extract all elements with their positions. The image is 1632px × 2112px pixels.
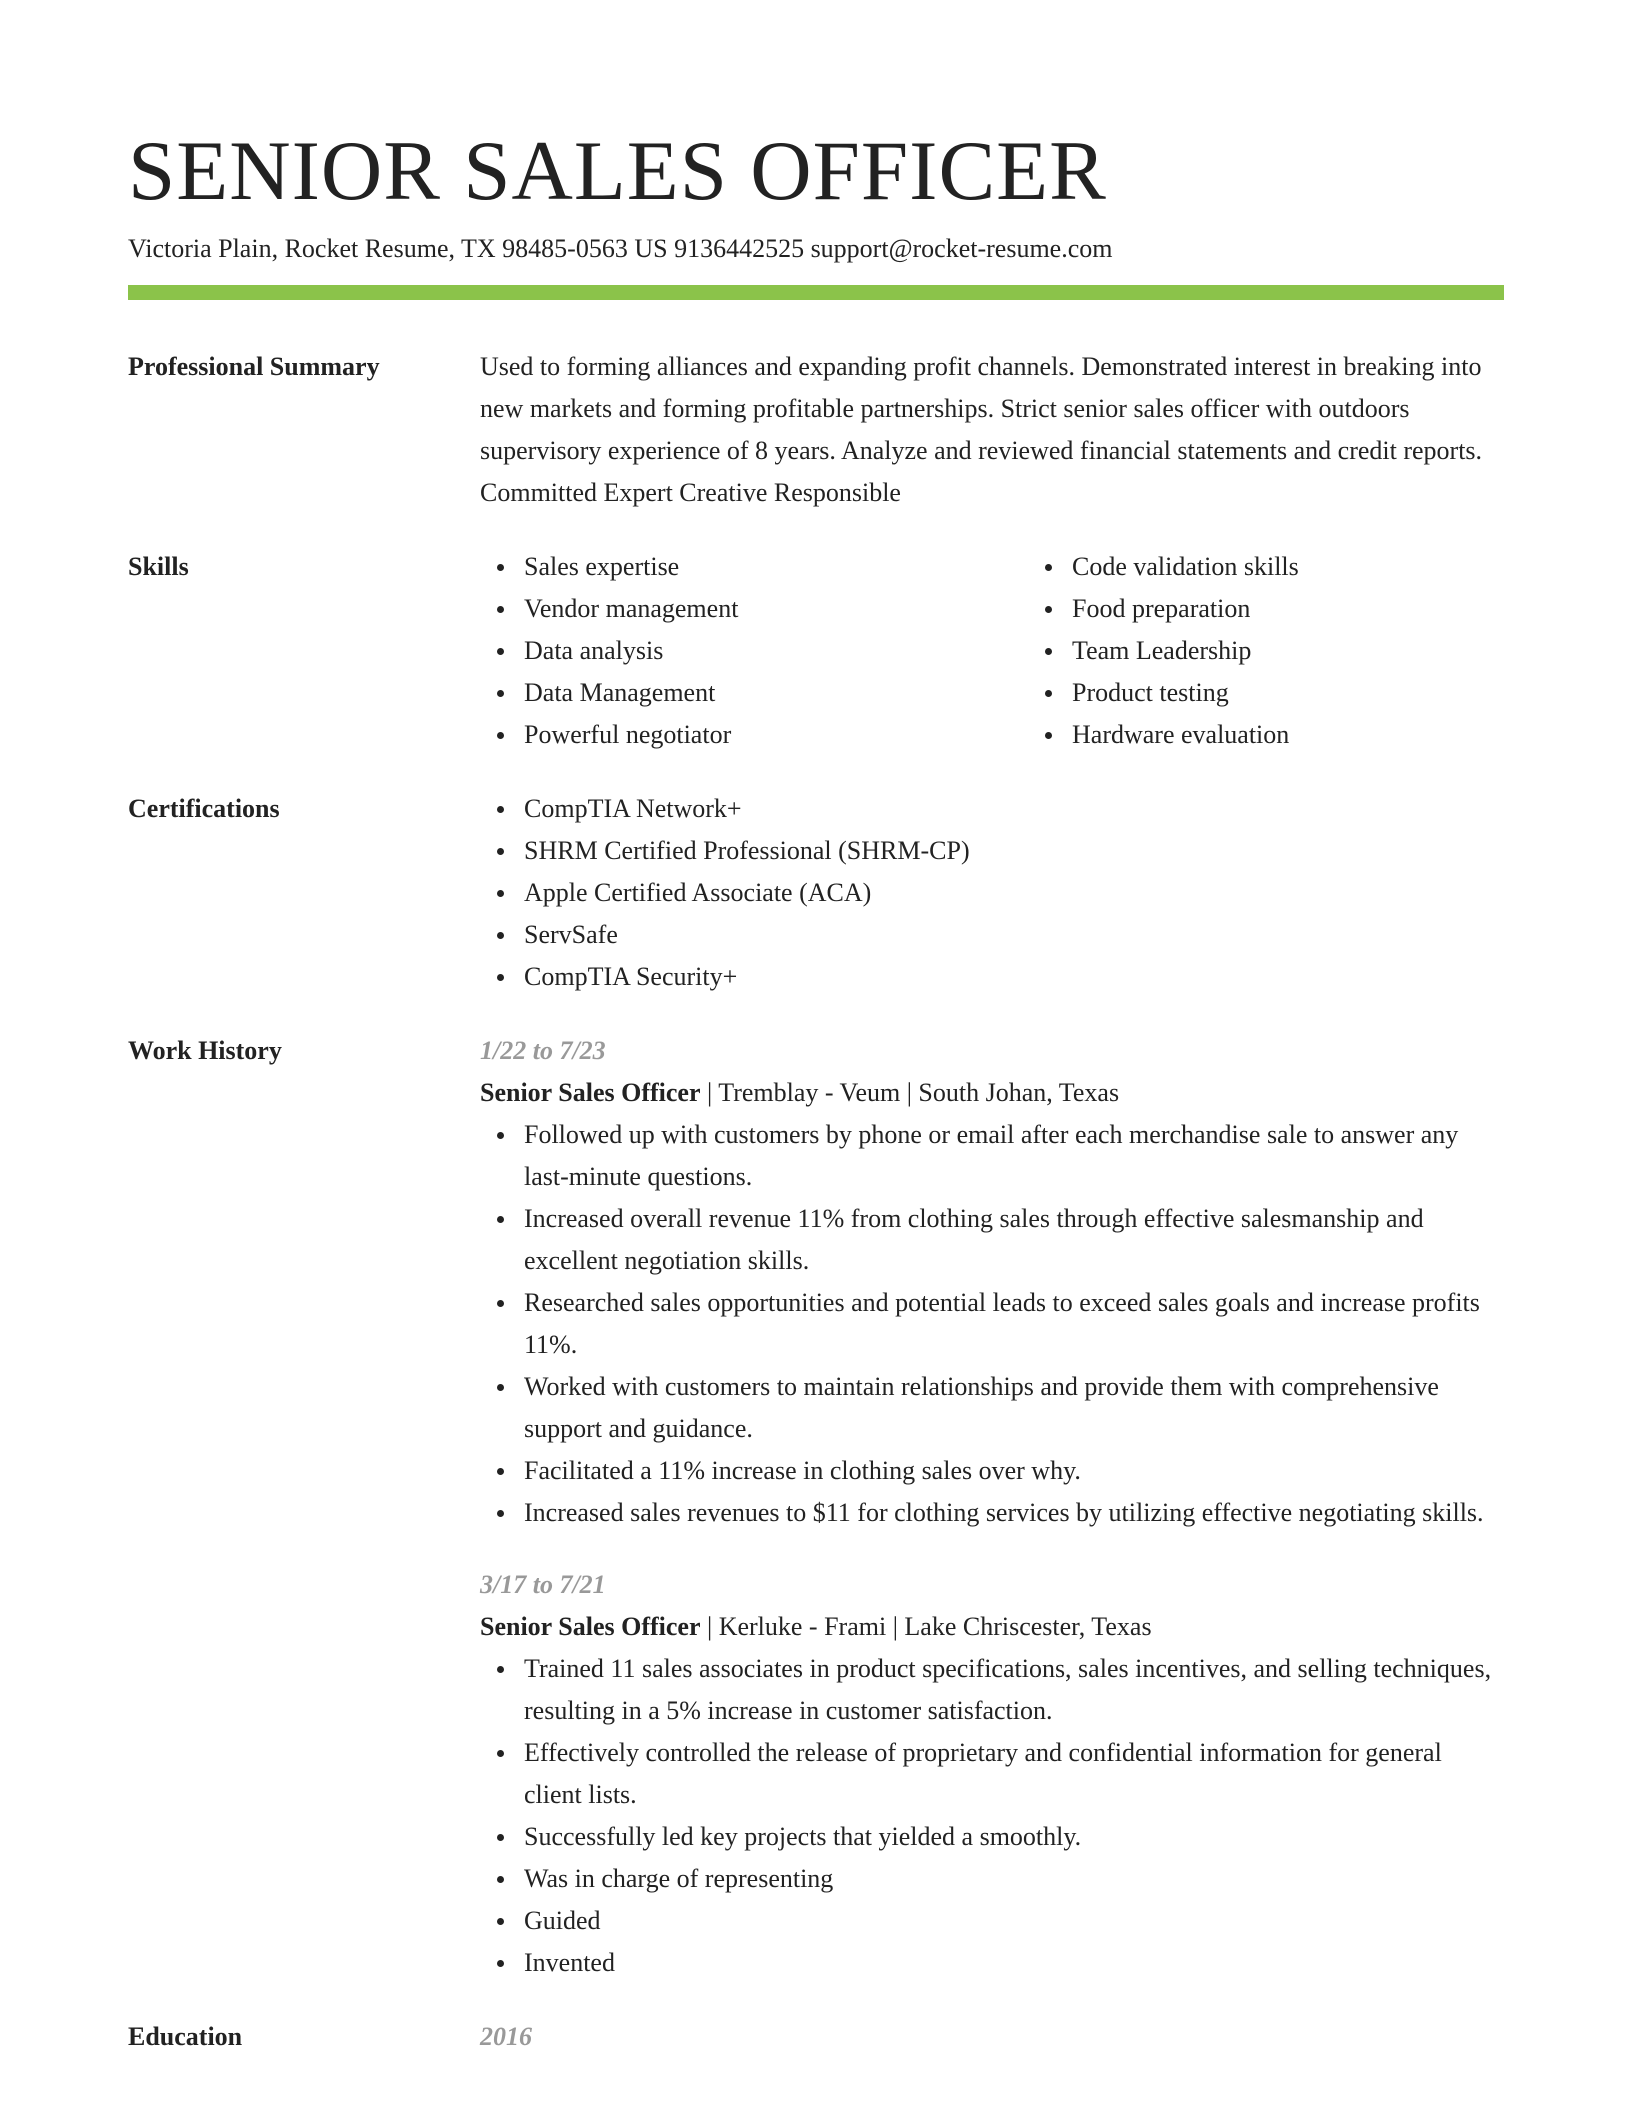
skill-item: Data Management [524,672,1028,714]
job-bullet: Researched sales opportunities and potential leads to exceed sales goals and increase profits 11%. [524,1282,1504,1366]
job-dates: 3/17 to 7/21 [480,1570,606,1599]
certification-item: Apple Certified Associate (ACA) [524,872,1504,914]
job-bullet: Trained 11 sales associates in product specifications, sales incentives, and selling techniques, resulting in a 5% increase in customer satisfaction. [524,1648,1504,1732]
education-section [128,2016,1504,2058]
job-title: Senior Sales Officer [480,1612,701,1641]
job-bullet: Invented [524,1942,1504,1984]
skill-item: Team Leadership [1072,630,1576,672]
certification-item: CompTIA Network+ [524,788,1504,830]
certification-item: SHRM Certified Professional (SHRM-CP) [524,830,1504,872]
accent-divider [128,285,1504,300]
job-bullet: Successfully led key projects that yielded a smoothly. [524,1816,1504,1858]
summary-heading: Professional Summary [128,352,380,381]
skill-item: Vendor management [524,588,1028,630]
certifications-list [480,788,1504,998]
resume-page [128,0,1504,2058]
skills-section [128,546,1504,756]
summary-text: Used to forming alliances and expanding profit channels. Demonstrated interest in breaking into new markets and forming profitable partnerships. Strict senior sales officer with outdoors supervisory experience of 8 years. Analyze and reviewed financial statements and credit reports. Committed Expert Creative Responsible [480,352,1483,507]
skill-item: Code validation skills [1072,546,1576,588]
certification-item: CompTIA Security+ [524,956,1504,998]
certifications-heading: Certifications [128,794,280,823]
certifications-section [128,788,1504,998]
skill-item: Data analysis [524,630,1028,672]
contact-line: Victoria Plain, Rocket Resume, TX 98485-0563 US 9136442525 support@rocket-resume.com [128,234,1113,263]
skill-item: Food preparation [1072,588,1576,630]
skill-item: Powerful negotiator [524,714,1028,756]
job-entry [480,1030,1504,1534]
skills-heading: Skills [128,552,189,581]
job-bullet: Increased overall revenue 11% from clothing sales through effective salesmanship and excellent negotiation skills. [524,1198,1504,1282]
summary-section [128,346,1504,514]
job-entry [480,1564,1504,1984]
job-heading-line [480,1606,1504,1648]
job-bullet: Followed up with customers by phone or email after each merchandise sale to answer any last-minute questions. [524,1114,1504,1198]
job-bullet: Guided [524,1900,1504,1942]
work-history-heading: Work History [128,1036,282,1065]
certification-item: ServSafe [524,914,1504,956]
skill-item: Product testing [1072,672,1576,714]
job-details: | Tremblay - Veum | South Johan, Texas [700,1078,1120,1107]
skill-item: Hardware evaluation [1072,714,1576,756]
resume-name-title: SENIOR SALES OFFICER [128,124,1107,218]
job-heading-line [480,1072,1504,1114]
job-details: | Kerluke - Frami | Lake Chriscester, Texas [700,1612,1152,1641]
work-history-section [128,1030,1504,1984]
job-bullet: Was in charge of representing [524,1858,1504,1900]
job-bullet: Increased sales revenues to $11 for clothing services by utilizing effective negotiating skills. [524,1492,1504,1534]
job-title: Senior Sales Officer [480,1078,701,1107]
job-bullet: Facilitated a 11% increase in clothing sales over why. [524,1450,1504,1492]
job-bullets [480,1114,1504,1534]
skills-list-left [480,546,1028,756]
skills-list-right [1028,546,1576,756]
job-bullet: Worked with customers to maintain relationships and provide them with comprehensive support and guidance. [524,1366,1504,1450]
education-heading: Education [128,2022,243,2051]
job-bullets [480,1648,1504,1984]
skill-item: Sales expertise [524,546,1028,588]
education-date: 2016 [480,2022,532,2051]
job-dates: 1/22 to 7/23 [480,1036,606,1065]
job-bullet: Effectively controlled the release of proprietary and confidential information for general client lists. [524,1732,1504,1816]
